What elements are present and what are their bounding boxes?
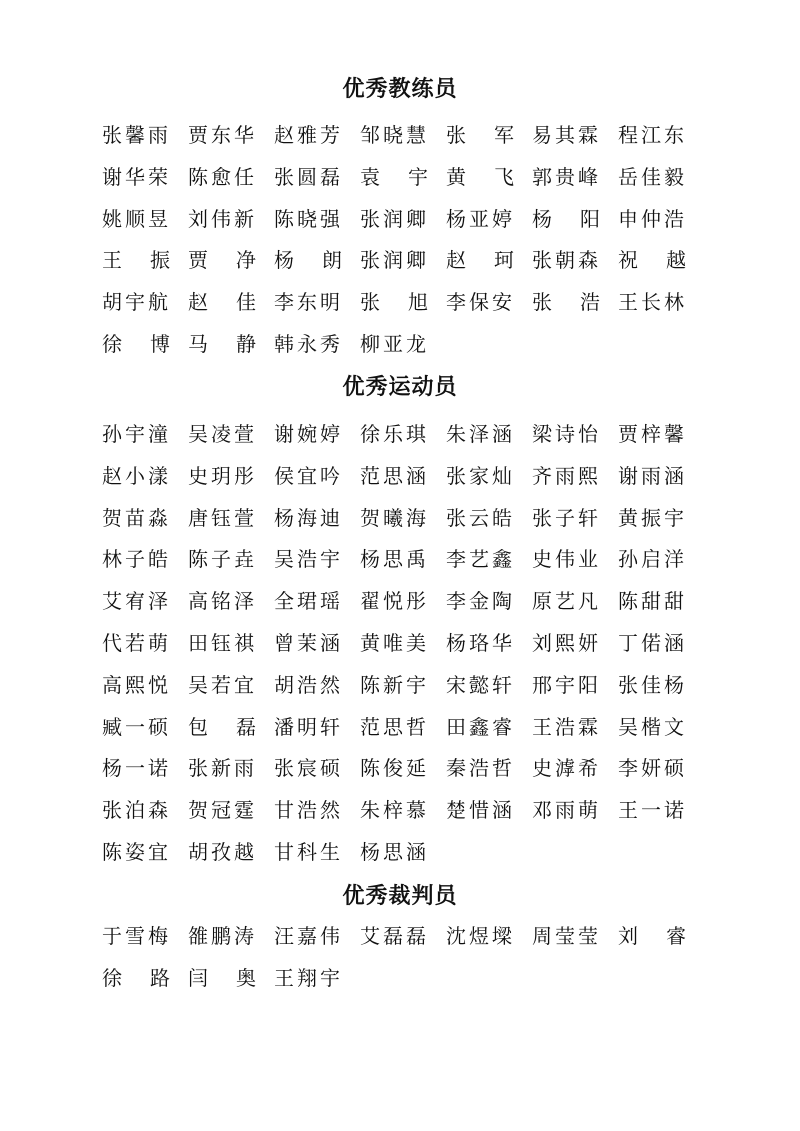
person-name: 张 润 卿 [360,206,426,231]
person-name: 张 馨 雨 [102,123,168,147]
person-name: 闫 奥 [188,965,256,990]
person-name: 黄 振 宇 [618,505,684,530]
person-name: 祝 越 [618,248,686,273]
person-name: 赵 小 漾 [102,463,168,488]
person-name: 范 思 哲 [360,714,426,739]
person-name: 甘 科 生 [274,839,340,864]
person-name: 赵 佳 [188,290,256,315]
person-name: 田 钰 祺 [188,630,254,655]
person-name: 朱 泽 涵 [446,422,512,446]
person-name: 胡 孜 越 [188,839,254,864]
person-name: 史 玥 彤 [188,463,254,488]
person-name: 贺 冠 霆 [188,798,254,823]
person-name: 邓 雨 萌 [532,798,598,823]
person-name: 李 艺 鑫 [446,547,512,572]
person-name: 郭 贵 峰 [532,164,598,189]
person-name: 陈 姿 宜 [102,839,168,864]
section-title: 优秀运动员 [342,375,458,400]
person-name: 史 滹 希 [532,756,598,781]
names-grid [98,418,698,878]
person-name: 黄 飞 [446,164,514,189]
person-name: 汪 嘉 伟 [274,924,340,948]
section-title: 优秀裁判员 [342,884,458,909]
person-name: 楚 惜 涵 [446,798,512,823]
person-name: 杨 思 禹 [360,547,426,572]
person-name: 孙 启 洋 [618,547,684,572]
person-name: 贾 净 [188,248,256,273]
person-name: 张 润 卿 [360,248,426,273]
person-name: 范 思 涵 [360,463,426,488]
person-name: 赵 珂 [446,248,514,273]
person-name: 徐 乐 琪 [360,422,426,446]
person-name: 孙 宇 潼 [102,422,168,446]
person-name: 包 磊 [188,714,256,739]
person-name: 林 子 皓 [102,547,168,572]
person-name: 王 浩 霖 [532,714,598,739]
person-name: 贾 东 华 [188,123,254,147]
person-name: 吴 若 宜 [188,672,254,697]
person-name: 王 翔 宇 [274,965,340,990]
person-name: 李 东 明 [274,290,340,315]
person-name: 张 朝 森 [532,248,598,273]
person-name: 杨 思 涵 [360,839,426,864]
person-name: 杨 亚 婷 [446,206,512,231]
person-name: 申 仲 浩 [618,206,684,231]
person-name: 张 宸 硕 [274,756,340,781]
person-name: 唐 钰 萱 [188,505,254,530]
person-name: 陈 子 垚 [188,547,254,572]
person-name: 易 其 霖 [532,123,598,147]
person-name: 岳 佳 毅 [618,164,684,189]
person-name: 翟 悦 彤 [360,589,426,614]
names-grid [98,920,698,1004]
person-name: 张 军 [446,123,514,147]
person-name: 吴 凌 萱 [188,422,254,446]
person-name: 陈 新 宇 [360,672,426,697]
person-name: 沈 煜 墚 [446,924,512,948]
person-name: 胡 宇 航 [102,290,168,315]
person-name: 艾 宥 泽 [102,589,168,614]
person-name: 雒 鹏 涛 [188,924,254,948]
person-name: 张 云 皓 [446,505,512,530]
person-name: 曾 茉 涵 [274,630,340,655]
person-name: 甘 浩 然 [274,798,340,823]
person-name: 李 金 陶 [446,589,512,614]
person-name: 杨 珞 华 [446,630,512,655]
person-name: 姚 顺 昱 [102,206,168,231]
person-name: 张 子 轩 [532,505,598,530]
person-name: 周 莹 莹 [532,924,598,948]
person-name: 吴 楷 文 [618,714,684,739]
person-name: 齐 雨 熙 [532,463,598,488]
person-name: 谢 婉 婷 [274,422,340,446]
person-name: 原 艺 凡 [532,589,598,614]
person-name: 张 新 雨 [188,756,254,781]
person-name: 王 振 [102,248,170,273]
person-name: 李 妍 硕 [618,756,684,781]
person-name: 邢 宇 阳 [532,672,598,697]
person-name: 杨 海 迪 [274,505,340,530]
person-name: 张 家 灿 [446,463,512,488]
person-name: 韩 永 秀 [274,331,340,356]
person-name: 徐 路 [102,965,170,990]
person-name: 朱 梓 慕 [360,798,426,823]
person-name: 全 珺 瑶 [274,589,340,614]
person-name: 陈 甜 甜 [618,589,684,614]
person-name: 陈 俊 延 [360,756,426,781]
person-name: 高 铭 泽 [188,589,254,614]
section-title: 优秀教练员 [342,77,458,102]
person-name: 李 保 安 [446,290,512,315]
person-name: 秦 浩 哲 [446,756,512,781]
person-name: 王 一 诺 [618,798,684,823]
person-name: 刘 睿 [618,924,686,948]
person-name: 程 江 东 [618,123,684,147]
person-name: 陈 愈 任 [188,164,254,189]
person-name: 高 熙 悦 [102,672,168,697]
person-name: 侯 宜 吟 [274,463,340,488]
person-name: 张 泊 森 [102,798,168,823]
person-name: 史 伟 业 [532,547,598,572]
person-name: 张 旭 [360,290,428,315]
person-name: 贾 梓 馨 [618,422,684,446]
names-grid [98,119,698,370]
person-name: 谢 华 荣 [102,164,168,189]
person-name: 张 圆 磊 [274,164,340,189]
person-name: 艾 磊 磊 [360,924,426,948]
person-name: 杨 一 诺 [102,756,168,781]
person-name: 梁 诗 怡 [532,422,598,446]
person-name: 贺 苗 淼 [102,505,168,530]
person-name: 邹 晓 慧 [360,123,426,147]
person-name: 刘 伟 新 [188,206,254,231]
person-name: 徐 博 [102,331,170,356]
person-name: 马 静 [188,331,256,356]
person-name: 谢 雨 涵 [618,463,684,488]
person-name: 代 若 萌 [102,630,168,655]
person-name: 丁 偌 涵 [618,630,684,655]
person-name: 张 浩 [532,290,600,315]
person-name: 刘 熙 妍 [532,630,598,655]
person-name: 黄 唯 美 [360,630,426,655]
person-name: 王 长 林 [618,290,684,315]
person-name: 陈 晓 强 [274,206,340,231]
person-name: 杨 阳 [532,206,600,231]
person-name: 贺 曦 海 [360,505,426,530]
person-name: 田 鑫 睿 [446,714,512,739]
person-name: 于 雪 梅 [102,924,168,948]
person-name: 宋 懿 轩 [446,672,512,697]
person-name: 杨 朗 [274,248,342,273]
person-name: 赵 雅 芳 [274,123,340,147]
person-name: 吴 浩 宇 [274,547,340,572]
person-name: 柳 亚 龙 [360,331,426,356]
person-name: 袁 宇 [360,164,428,189]
person-name: 张 佳 杨 [618,672,684,697]
person-name: 臧 一 硕 [102,714,168,739]
person-name: 胡 浩 然 [274,672,340,697]
person-name: 潘 明 轩 [274,714,340,739]
